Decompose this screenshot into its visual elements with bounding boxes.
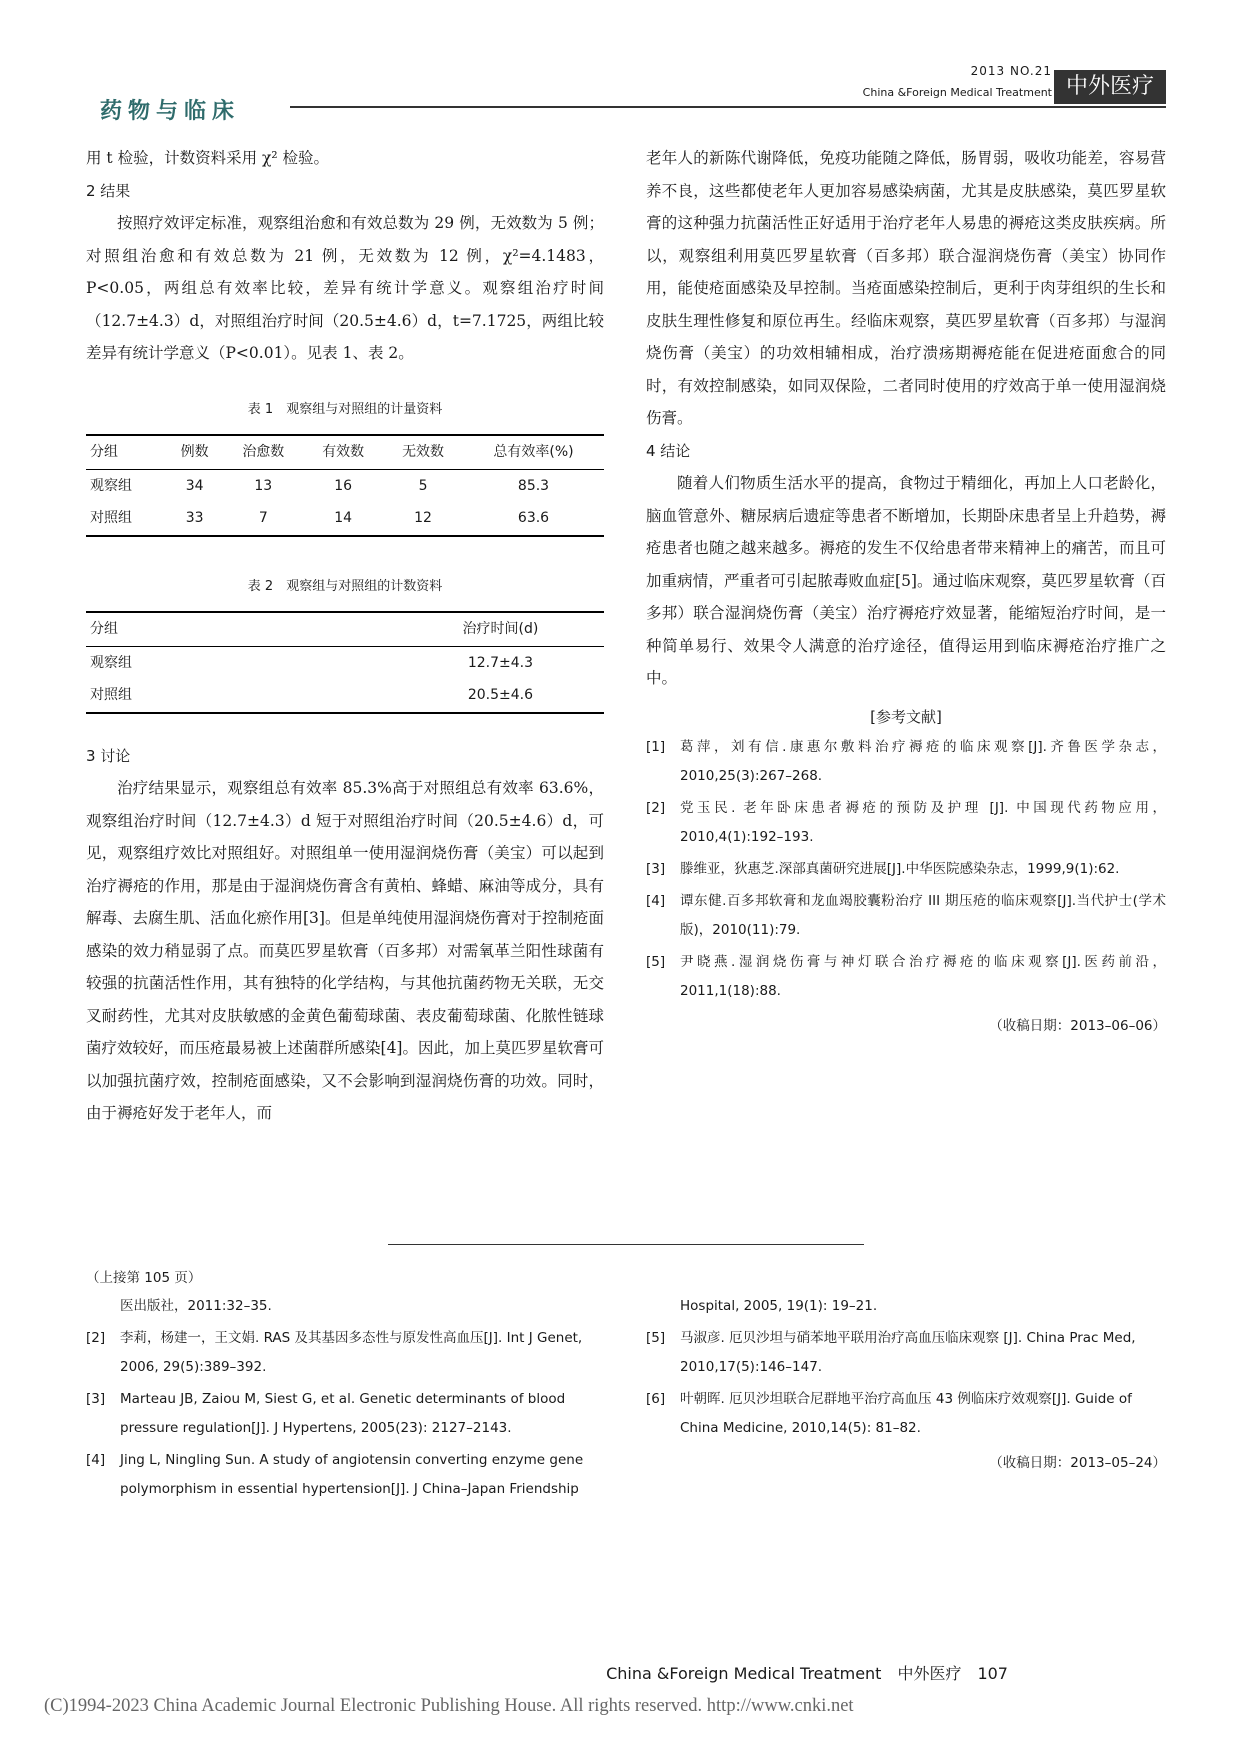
conclusion-paragraph: 随着人们物质生活水平的提高，食物过于精细化，再加上人口老龄化，脑血管意外、糖尿病后遗症等患者不断增加，长期卧床患者呈上升趋势，褥疮患者也随之越来越多。褥疮的发生不仅给患者带来精神上的痛苦，而且可加重病情，严重者可引起脓毒败血症[5]。通过临床观察，莫匹罗星软膏（百多邦）联合湿润烧伤膏（美宝）治疗褥疮疗效显著，能缩短治疗时间，是一种简单易行、效果令人满意的治疗途径，值得运用到临床褥疮治疗推广之中。 bbox=[646, 474, 1166, 687]
discussion-paragraph-cont: 老年人的新陈代谢降低，免疫功能随之降低，肠胃弱，吸收功能差，容易营养不良，这些都使老年人更加容易感染病菌，尤其是皮肤感染，莫匹罗星软膏的这种强力抗菌活性正好适用于治疗老年人易患的褥疮这类皮肤疾病。所以，观察组利用莫匹罗星软膏（百多邦）联合湿润烧伤膏（美宝）协同作用，能使疮面感染及早控制。当疮面感染控制后，更利于肉芽组织的生长和皮肤生理性修复和原位再生。经临床观察，莫匹罗星软膏（百多邦）与湿润烧伤膏（美宝）的功效相辅相成，治疗溃疡期褥疮能在促进疮面愈合的同时，有效控制感染，如同双保险，二者同时使用的疗效高于单一使用湿润烧伤膏。 bbox=[646, 149, 1166, 427]
table-cell: 85.3 bbox=[517, 477, 550, 494]
table-cell: 7 bbox=[258, 510, 268, 526]
left-column bbox=[86, 142, 604, 1130]
stats-paragraph: 用 t 检验，计数资料采用 χ² 检验。 bbox=[86, 149, 330, 167]
table-cell: 对照组 bbox=[90, 687, 132, 703]
reference-number: [2] bbox=[646, 800, 666, 816]
table2-grid bbox=[86, 611, 604, 714]
table-cell: 34 bbox=[185, 477, 204, 494]
table-cell: 16 bbox=[334, 477, 353, 494]
results-heading: 2 结果 bbox=[86, 181, 131, 200]
footer-journal: China &Foreign Medical Treatment 中外医疗 107 bbox=[606, 1664, 1008, 1683]
reference-text: 医出版社，2011:32–35. bbox=[120, 1298, 272, 1314]
table-cell: 14 bbox=[334, 510, 353, 526]
reference-number: [3] bbox=[86, 1391, 106, 1407]
table2-title: 表 2 观察组与对照组的计数资料 bbox=[247, 578, 443, 594]
table-header-row bbox=[86, 435, 604, 469]
table-cell: 对照组 bbox=[90, 510, 132, 526]
reference-item bbox=[646, 1324, 1166, 1382]
references-title: [参考文献] bbox=[870, 707, 942, 726]
reference-number: [5] bbox=[646, 954, 666, 970]
reference-item bbox=[646, 794, 1166, 852]
results-paragraph: 按照疗效评定标准，观察组治愈和有效总数为 29 例，无效数为 5 例；对照组治愈和有效总数为 21 例，无效数为 12 例，χ²=4.1483，P<0.05，两组总有效率比较，差异有统计学意义。观察组治疗时间（12.7±4.3）d，对照组治疗时间（20.5±4.6）d，t=7.1725，两组比较差异有统计学意义（P<0.01）。见表 1、表 2。 bbox=[86, 214, 604, 362]
reference-item bbox=[646, 948, 1166, 1006]
table-cell: 12.7±4.3 bbox=[467, 654, 533, 671]
reference-number bbox=[646, 1292, 680, 1321]
conclusion-heading: 4 结论 bbox=[646, 441, 691, 460]
table-header: 治疗时间(d) bbox=[462, 621, 539, 637]
table1-grid bbox=[86, 434, 604, 537]
reference-number: [2] bbox=[86, 1330, 106, 1346]
table2 bbox=[86, 571, 604, 714]
continued-refs-right bbox=[646, 1292, 1166, 1478]
reference-number: [3] bbox=[646, 861, 666, 877]
table-row bbox=[86, 502, 604, 536]
reference-number: [1] bbox=[646, 739, 666, 755]
continued-label: （上接第 105 页） bbox=[86, 1270, 202, 1286]
reference-item bbox=[86, 1292, 604, 1321]
table-header: 分组 bbox=[90, 444, 118, 460]
reference-text: 马淑彦. 厄贝沙坦与硝苯地平联用治疗高血压临床观察 [J]. China Prac Med, 2010,17(5):146–147. bbox=[680, 1330, 1136, 1375]
reference-text: Jing L, Ningling Sun. A study of angiotensin converting enzyme gene polymorphism in essential hypertension[J]. J China–Japan Friendship bbox=[120, 1452, 584, 1497]
reference-text: 李莉，杨建一，王文娟. RAS 及其基因多态性与原发性高血压[J]. Int J Genet, 2006, 29(5):389–392. bbox=[120, 1330, 583, 1375]
reference-text: 叶朝晖. 厄贝沙坦联合尼群地平治疗高血压 43 例临床疗效观察[J]. Guide of China Medicine, 2010,14(5): 81–82. bbox=[680, 1391, 1132, 1436]
received-date: （收稿日期：2013–05–24） bbox=[989, 1455, 1166, 1471]
reference-item bbox=[86, 1324, 604, 1382]
table-header: 总有效率(%) bbox=[493, 444, 574, 460]
reference-number: [4] bbox=[646, 893, 666, 909]
continued-refs-left bbox=[86, 1292, 604, 1507]
reference-number bbox=[86, 1292, 120, 1321]
discussion-paragraph: 治疗结果显示，观察组总有效率 85.3%高于对照组总有效率 63.6%，观察组治疗时间（12.7±4.3）d 短于对照组治疗时间（20.5±4.6）d，可见，观察组疗效比对照组好。对照组单一使用湿润烧伤膏（美宝）可以起到治疗褥疮的作用，那是由于湿润烧伤膏含有黄柏、蜂蜡、麻油等成分，具有解毒、去腐生肌、活血化瘀作用[3]。但是单纯使用湿润烧伤膏对于控制疮面感染的效力稍显弱了点。而莫匹罗星软膏（百多邦）对需氧革兰阳性球菌有较强的抗菌活性作用，其有独特的化学结构，与其他抗菌药物无关联，无交叉耐药性，尤其对皮肤敏感的金黄色葡萄球菌、表皮葡萄球菌、化脓性链球菌疗效较好，而压疮最易被上述菌群所感染[4]。因此，加上莫匹罗星软膏可以加强抗菌疗效，控制疮面感染，又不会影响到湿润烧伤膏的功效。同时，由于褥疮好发于老年人，而 bbox=[86, 779, 604, 1122]
reference-item bbox=[646, 887, 1166, 945]
reference-item bbox=[646, 855, 1166, 884]
table1 bbox=[86, 394, 604, 537]
table-cell: 12 bbox=[414, 510, 432, 526]
reference-text: 党玉民. 老年卧床患者褥疮的预防及护理 [J]. 中国现代药物应用，2010,4(1):192–193. bbox=[680, 800, 1166, 845]
reference-number: [5] bbox=[646, 1330, 666, 1346]
table-cell: 33 bbox=[185, 510, 204, 526]
reference-item bbox=[86, 1385, 604, 1443]
section-separator bbox=[388, 1244, 864, 1245]
reference-text: Hospital, 2005, 19(1): 19–21. bbox=[680, 1298, 878, 1314]
table-row bbox=[86, 469, 604, 502]
table-header: 无效数 bbox=[402, 444, 445, 460]
reference-text: 谭东健.百多邦软膏和龙血竭胶囊粉治疗 III 期压疮的临床观察[J].当代护士(学术版)，2010(11):79. bbox=[680, 893, 1166, 938]
table1-title: 表 1 观察组与对照组的计量资料 bbox=[247, 401, 443, 417]
journal-name-cn: 中外医疗 bbox=[1054, 70, 1166, 104]
issue-number: 2013 NO.21 bbox=[970, 64, 1052, 78]
reference-item bbox=[646, 1385, 1166, 1443]
reference-text: 葛萍，刘有信.康惠尔敷料治疗褥疮的临床观察[J].齐鲁医学杂志，2010,25(3):267–268. bbox=[680, 739, 1166, 784]
table-header: 例数 bbox=[180, 444, 209, 460]
reference-number: [6] bbox=[646, 1391, 666, 1407]
copyright-line: (C)1994-2023 China Academic Journal Electronic Publishing House. All rights reserved. http://www.cnki.net bbox=[44, 1696, 854, 1716]
reference-list bbox=[646, 733, 1166, 1006]
table-header: 有效数 bbox=[322, 444, 365, 460]
table-row bbox=[86, 679, 604, 713]
reference-item bbox=[646, 1292, 1166, 1321]
reference-text: Marteau JB, Zaiou M, Siest G, et al. Genetic determinants of blood pressure regulation[J]. J Hypertens, 2005(23): 2127–2143. bbox=[120, 1391, 566, 1436]
table-cell: 观察组 bbox=[90, 477, 132, 494]
reference-number: [4] bbox=[86, 1452, 106, 1468]
discussion-heading: 3 讨论 bbox=[86, 746, 131, 765]
table-cell: 20.5±4.6 bbox=[467, 687, 533, 703]
table-cell: 观察组 bbox=[90, 654, 132, 671]
reference-item bbox=[86, 1446, 604, 1504]
table-row bbox=[86, 646, 604, 679]
table-cell: 5 bbox=[418, 477, 428, 494]
table-cell: 63.6 bbox=[517, 510, 550, 526]
header-rule bbox=[290, 106, 1166, 108]
table-header-row bbox=[86, 612, 604, 646]
section-title: 药物与临床 bbox=[100, 99, 241, 124]
received-date: （收稿日期：2013–06–06） bbox=[989, 1018, 1166, 1034]
journal-name-en: China &Foreign Medical Treatment bbox=[862, 86, 1052, 99]
reference-item bbox=[646, 733, 1166, 791]
table-cell: 13 bbox=[254, 477, 273, 494]
reference-text: 尹晓燕.湿润烧伤膏与神灯联合治疗褥疮的临床观察[J].医药前沿，2011,1(18):88. bbox=[680, 954, 1166, 999]
reference-text: 滕维亚，狄惠芝.深部真菌研究进展[J].中华医院感染杂志，1999,9(1):62. bbox=[680, 861, 1120, 877]
table-header: 治愈数 bbox=[242, 444, 285, 460]
right-column bbox=[646, 142, 1166, 1041]
table-header: 分组 bbox=[90, 621, 118, 637]
